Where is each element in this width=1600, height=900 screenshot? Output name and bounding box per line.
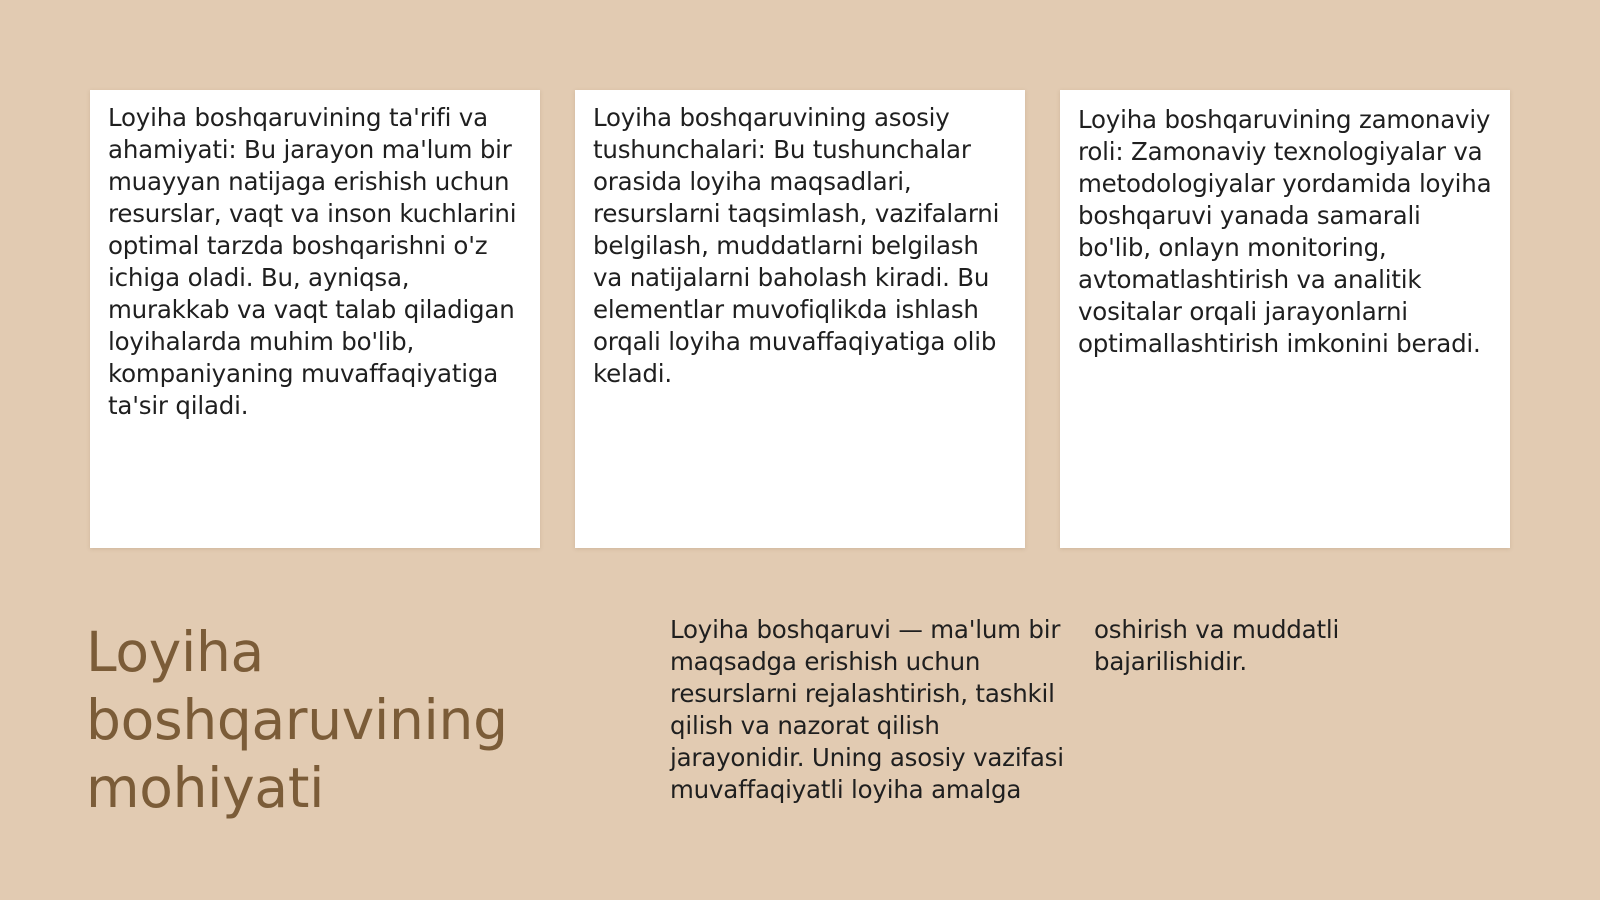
info-card-concepts: [575, 90, 1025, 548]
card-text: Loyiha boshqaruvining asosiy tushunchalari: Bu tushunchalar orasida loyiha maqsadlari, resurslarni taqsimlash, vazifalarni belgilash, muddatlarni belgilash va natijalarni baholash kiradi. Bu elementlar muvofiqlikda ishlash orqali loyiha muvaffaqiyatiga olib keladi.: [593, 103, 1000, 388]
card-text: Loyiha boshqaruvining zamonaviy roli: Zamonaviy texnologiyalar va metodologiyalar yordamida loyiha boshqaruvi yanada samarali bo'lib, onlayn monitoring, avtomatlashtirish va analitik vositalar orqali jarayonlarni optimallashtirish imkonini beradi.: [1078, 105, 1492, 358]
info-card-definition: [90, 90, 540, 548]
body-text: [670, 614, 1390, 806]
body-text-column-2: oshirish va muddatli bajarilishidir.: [1094, 615, 1340, 676]
body-text-column-1: Loyiha boshqaruvi — ma'lum bir maqsadga erishish uchun resurslarni rejalashtirish, tashkil qilish va nazorat qilish jarayonidir. Uning asosiy vazifasi muvaffaqiyatli loyiha amalga: [670, 615, 1064, 804]
slide-title: Loyiha boshqaruvining mohiyati: [86, 620, 508, 820]
info-card-modern-role: [1060, 90, 1510, 548]
card-text: Loyiha boshqaruvining ta'rifi va ahamiyati: Bu jarayon ma'lum bir muayyan natijaga erishish uchun resurslar, vaqt va inson kuchlarini optimal tarzda boshqarishni o'z ichiga oladi. Bu, ayniqsa, murakkab va vaqt talab qiladigan loyihalarda muhim bo'lib, kompaniyaning muvaffaqiyatiga ta'sir qiladi.: [108, 103, 517, 420]
